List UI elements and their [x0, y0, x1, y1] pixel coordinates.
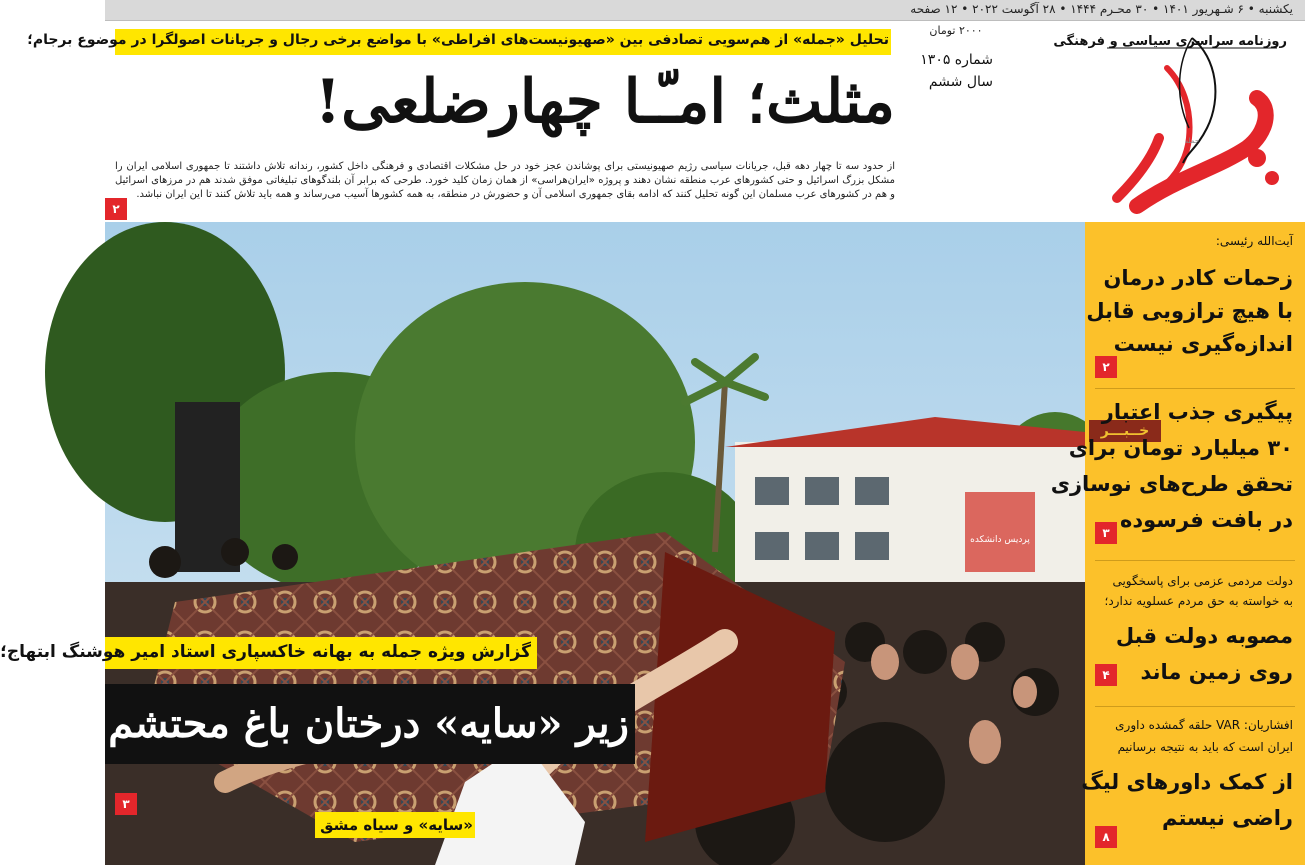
sidebar-item-1-page-badge: ۲: [1095, 356, 1117, 378]
sidebar-divider: [1095, 388, 1295, 389]
top-story-headline: مثلث؛ امـّـا چهارضلعی!: [314, 67, 895, 137]
sidebar-item-4-page-badge: ۸: [1095, 826, 1117, 848]
sidebar-item-2-line-1: پیگیری جذب اعتبار: [1101, 400, 1293, 424]
publication-year: سال ششم: [928, 74, 993, 90]
sidebar-item-2-page-badge: ۳: [1095, 522, 1117, 544]
sidebar-item-3-label-2: به خواسته به حق مردم عسلویه ندارد؛: [1104, 594, 1293, 608]
news-badge: خــبـــر: [1089, 420, 1161, 442]
sidebar-item-1-line-1: زحمات کادر درمان: [1103, 266, 1293, 290]
sidebar-item-3-line-1: مصوبه دولت قبل: [1115, 624, 1293, 648]
funeral-photo: [0, 222, 1085, 865]
building-sign: پردیس دانشکده: [970, 535, 1030, 545]
price: ۲۰۰۰ تومان: [929, 24, 983, 37]
date-bar: [105, 0, 1305, 21]
sidebar-item-4-line-2: راضی نیستم: [1161, 806, 1293, 830]
sidebar-divider: [1095, 560, 1295, 561]
sidebar-item-4-line-1: از کمک داورهای لیگ: [1081, 770, 1293, 794]
sidebar-item-1-line-3: اندازه‌گیری نیست: [1113, 332, 1293, 356]
sidebar-item-3-label-1: دولت مردمی عزمی برای پاسخگویی: [1112, 574, 1293, 588]
sidebar-item-3-line-2: روی زمین ماند: [1140, 660, 1293, 684]
photo-story-headline: زیر «سایه» درختان باغ محتشم: [108, 700, 629, 747]
sidebar-item-3-page-badge: ۴: [1095, 664, 1117, 686]
sidebar-divider: [1095, 706, 1295, 707]
top-story-kicker: تحلیل «جمله» از هم‌سویی تصادفی بین «صهیونیست‌های افراطی» با مواضع برخی رجال و جریانات اصولگرا در موضوع برجام؛: [27, 32, 889, 48]
sidebar-item-1-label: آیت‌الله رئیسی:: [1215, 234, 1293, 248]
top-story-lead: از حدود سه تا چهار دهه قبل، جریانات سیاسی رژیم صهیونیستی برای پوشاندن عجز خود در حل مشکلات اقتصادی و فرهنگی داخل کشور، رندانه تلاش داشتند تا جمهوری اسلامی ایران را مشکل بزرگ اسرائیل و حتی کشورهای عرب منطقه نشان دهند و پروژه «ایران‌هراسی» از همان زمان کلید خورد. طرحی که برابر آن بلندگوهای تبلیغاتی موفق شدند هم در مرزهای اسرائیل و هم در کشورهای عرب مسلمان این گونه تحلیل کنند که ادامه بقای جمهوری اسلامی آن و حضورش در منطقه، به همه کشورها آسیب می‌رساند و همه باید تلاش کنند تا این ایران نباشد.: [115, 161, 895, 200]
photo-story-sub: «سایه» و سیاه مشق: [320, 816, 473, 834]
sidebar-item-4-label-1: افشاریان: VAR حلقه گمشده داوری: [1115, 718, 1293, 732]
sidebar-item-2-line-4: در بافت فرسوده: [1119, 508, 1293, 532]
sidebar-item-1-line-2: با هیچ ترازویی قابل: [1086, 299, 1293, 323]
top-story-page-badge: ۲: [105, 198, 127, 220]
sidebar-item-4-label-2: ایران است که باید به نتیجه برسانیم: [1117, 740, 1293, 754]
sidebar-item-2-line-3: تحقق طرح‌های نوسازی: [1050, 472, 1293, 496]
sidebar-item-2-line-2: ۳۰ میلیارد تومان برای: [1068, 436, 1293, 460]
date-text: یکشنبه • ۶ شـهریور ۱۴۰۱ • ۳۰ محـرم ۱۴۴۴ • ۲۸ آگوست ۲۰۲۲ • ۱۲ صفحه: [910, 2, 1293, 16]
newspaper-logo: [1053, 28, 1287, 218]
tagline: روزنامه سراسری سیاسی و فرهنگی: [1053, 34, 1287, 49]
photo-story-kicker: گزارش ویژه جمله به بهانه خاکسپاری استاد امیر هوشنگ ابتهاج؛: [0, 642, 531, 662]
logo-lettering: جمله: [1184, 137, 1200, 145]
issue-number: شماره ۱۳۰۵: [920, 52, 993, 68]
photo-story-page-badge: ۳: [115, 793, 137, 815]
